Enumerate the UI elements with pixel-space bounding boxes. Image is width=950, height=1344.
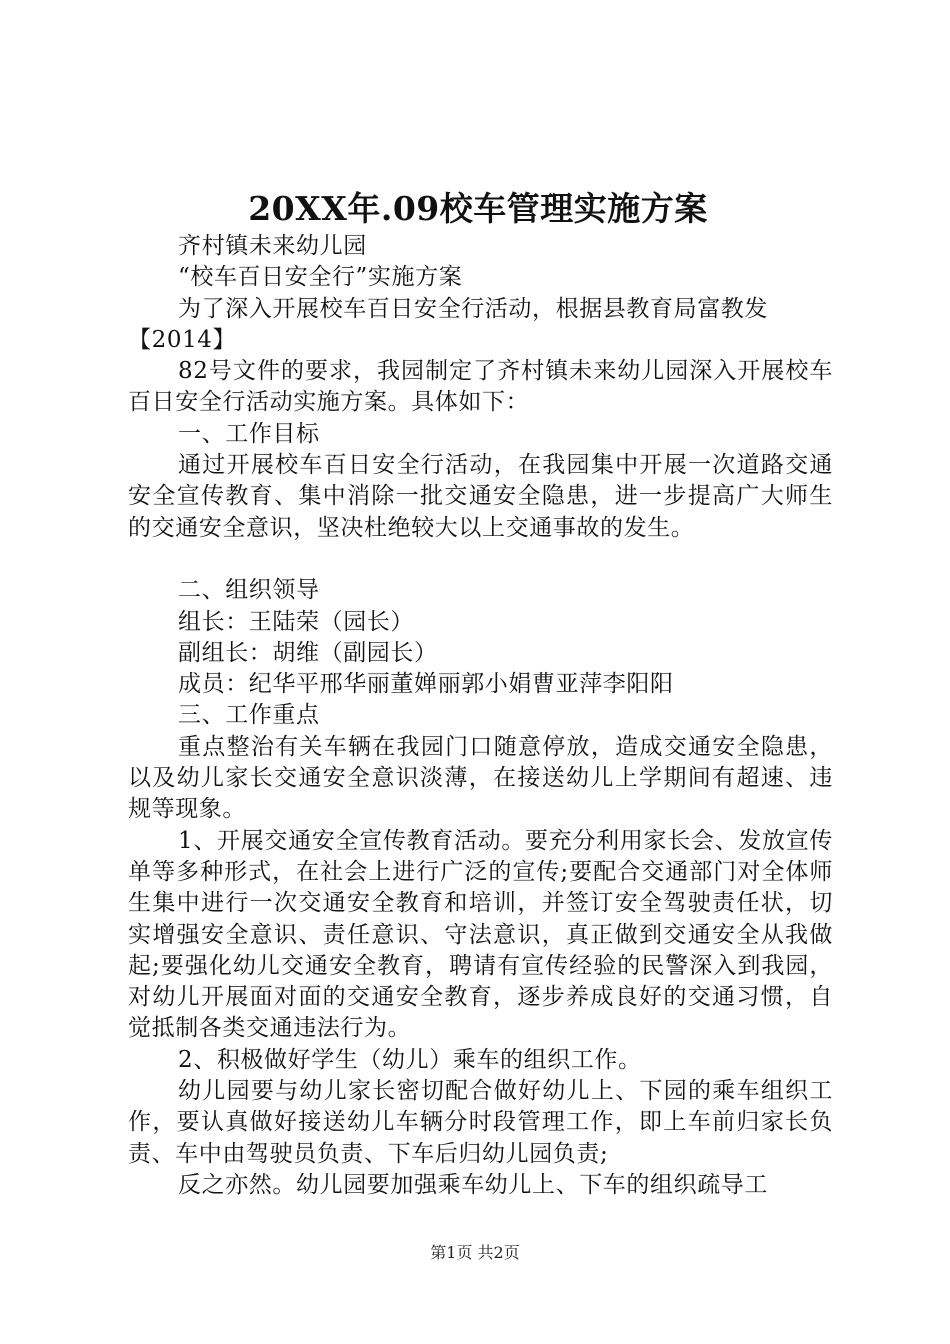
page-footer: 第1页 共2页 [430,1243,520,1262]
intro-continuation: 82号文件的要求，我园制定了齐村镇未来幼儿园深入开展校车百日安全行活动实施方案。具体如下： [128,358,833,416]
goals-paragraph: 通过开展校车百日安全行活动，在我园集中开展一次道路交通安全宣传教育、集中消除一批交通安全隐患，进一步提高广大师生的交通安全意识，坚决杜绝较大以上交通事故的发生。 [128,452,833,541]
section-heading-focus: 三、工作重点 [178,702,320,729]
item-2-continuation: 反之亦然。幼儿园要加强乘车幼儿上、下车的组织疏导工 [178,1171,768,1198]
item-2-heading: 2、积极做好学生（幼儿）乘车的组织工作。 [178,1046,642,1073]
document-title: 20XX年.09校车管理实施方案 [248,189,708,228]
leader-line: 组长：王陆荣（园长） [178,608,414,635]
focus-paragraph: 重点整治有关车辆在我园门口随意停放，造成交通安全隐患，以及幼儿家长交通安全意识淡薄，在接送幼儿上学期间有超速、违规等现象。 [128,733,833,823]
section-heading-goals: 一、工作目标 [178,420,320,447]
intro-paragraph: 为了深入开展校车百日安全行活动，根据县教育局富教发 [178,295,768,322]
section-heading-leadership: 二、组织领导 [178,577,320,604]
item-2-paragraph: 幼儿园要与幼儿家长密切配合做好幼儿上、下园的乘车组织工作，要认真做好接送幼儿车辆分时段管理工作，即上车前归家长负责、车中由驾驶员负责、下车后归幼儿园负责; [128,1078,833,1167]
members-line: 成员：纪华平邢华丽董婵丽郭小娟曹亚萍李阳阳 [178,671,674,698]
document-number: 【2014】 [128,326,237,353]
blank-line [128,544,833,575]
school-name: 齐村镇未来幼儿园 [178,233,367,259]
item-1-paragraph: 1、开展交通安全宣传教育活动。要充分利用家长会、发放宣传单等多种形式，在社会上进行广泛的宣传;要配合交通部门对全体师生集中进行一次交通安全教育和培训，并签订安全驾驶责任状，切实增强安全意识、责任意识、守法意识，真正做到交通安全从我做起;要强化幼儿交通安全教育，聘请有宣传经验的民警深入到我园，对幼儿开展面对面的交通安全教育，逐步养成良好的交通习惯，自觉抵制各类交通违法行为。 [128,827,833,1042]
document-body [128,231,833,1201]
deputy-leader-line: 副组长：胡维（副园长） [178,639,438,666]
plan-subtitle: “校车百日安全行”实施方案 [178,264,463,291]
